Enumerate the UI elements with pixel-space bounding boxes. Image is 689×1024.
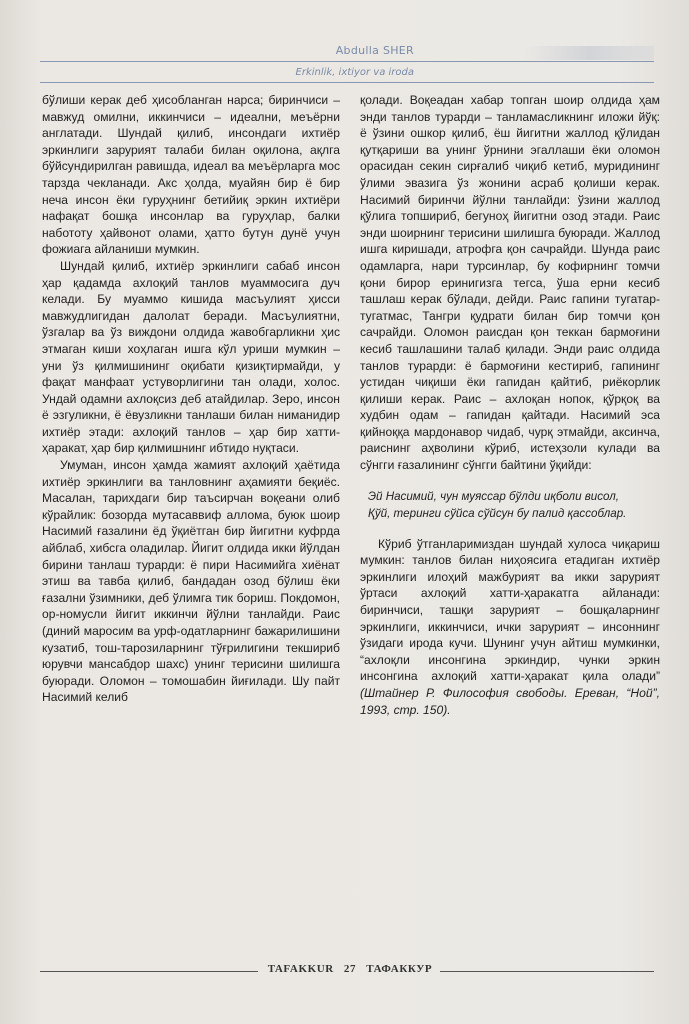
citation: (Штайнер Р. Философия свободы. Ереван, “Ной”, 1993, стр. 150). (360, 686, 660, 717)
footer-magazine-latin: TAFAKKUR (267, 963, 334, 975)
right-column (360, 92, 660, 718)
header-rule-bottom (40, 82, 654, 83)
footer-text (262, 963, 438, 975)
page-number: 27 (343, 963, 357, 975)
running-footer (40, 962, 654, 982)
quote-line: Эй Насимий, чун муяссар бўлди иқболи висол, (368, 489, 620, 503)
paragraph-text: Кўриб ўтганларимиздан шундай хулоса чиқариш мумкин: танлов билан ниҳоясига етадиган ихтиёр эркинлиги илоҳий мажбурият ва икки зарурият ўртаси ахлоқий хатти-ҳаракатга айланади: биринчиси, ташқи зарурият – бошқаларнинг эркинлиги, иккинчиси, ички зарурият – инсоннинг ўзидаги ирода кучи. Шунинг учун айтиш мумкинки, “ахлоқли инсонгина эркиндир, чунки эркин инсонгина ахлоқий хатти-ҳаракат қила олади” (360, 536, 660, 684)
paragraph: Шундай қилиб, ихтиёр эркинлиги сабаб инсон ҳар қадамда ахлоқий танлов муаммосига дуч келади. Бу муаммо кишида масъулият ҳисси мавжудлигидан далолат беради. Масъулиятни, ўзгалар ва ўз виждони олдида жавобгарликни ҳис этмаган киши хоҳлаган ишга кўл уриши мумкин – уни ўз қилмишининг оқибати қизиқтирмайди, у фақат манфаат устуворлигини тан олади, холос. Ундай одамни ахлоқсиз деб атайдилар. Зеро, инсон ё эзгуликни, ё ёвузликни танлаши билан ниманидир ихтиёр этади: ахлоқий танлов – ҳар бир хатти-ҳаракат, ҳар бир қилмишнинг ибтидо нуқтаси. (42, 258, 340, 456)
header-decoration (524, 46, 654, 60)
paragraph (360, 536, 660, 719)
footer-rule-left (40, 971, 258, 972)
paragraph: қолади. Воқеадан хабар топган шоир олдида ҳам энди танлов турарди – танламасликнинг иложи йўқ: ё ўзини ошкор қилиб, ёш йигитни жаллод қўлидан қутқариши ва унинг ўрнини эгаллаши ёки оломон орасидан секин сирғалиб чиқиб кетиб, муридининг ўлими эвазига ўз жонини асраб қолиши керак. Насимий биринчи йўлни танлайди: ўзини жаллод қўлига топшириб, бегуноҳ йигитни озод этади. Раис энди шоирнинг терисини шилишга буюради. Жаллод ишга киришади, атрофга қон сачрайди. Шунда раис одамларга, нари турсинлар, бу кофирнинг томчи қони бирор еринигизга тегса, ўша ерни кесиб ташлаш керак бўлади, дейди. Раис гапини тугатар-тугатмас, Тангри қудрати билан бир томчи қон сачрайди. Оломон раисдан қон теккан бармоғини кесиб ташлашини талаб қилади. Энди раис олдида танлов турарди: ё бармоғини кестириб, гапининг устидан чиқиши ёки гапидан қайтиб, риёкорлик қилиши керак. Раис – ахлоқан нопок, қўрқоқ ва худбин одам – гапидан қайтади. Насимий эса қийноққа мардонавор чидаб, чурқ этмайди, аксинча, раиснинг аҳволини кўриб, истеҳзоли кулади ва сўнгги ғазалининг сўнгги байтини ўқийди: (360, 93, 660, 473)
quote-line: Қўй, теринги сўйса сўйсун бу палид қассоблар. (368, 506, 627, 520)
footer-magazine-cyrillic: ТАФАККУР (366, 963, 433, 975)
header-subtitle: Erkinlik, ixtiyor va iroda (295, 67, 414, 78)
footer-rule-right (440, 971, 654, 972)
header-author: Abdulla SHER (335, 44, 414, 57)
header-rule-top (40, 61, 654, 62)
paragraph: Умуман, инсон ҳамда жамият ахлоқий ҳаётида ихтиёр эркинлиги ва танловнинг аҳамияти беқиёс. Масалан, тарихдаги бир таъсирчан воқеани олиб кўрайлик: бозорда мутасаввиф аллома, буюк шоир Насимий ғазалини ёд ўқиётган бир йигитни куфрда айблаб, хибсга оладилар. Йигит олдида икки йўлдан бирини танлаш турарди: ё пири Насимийга хиёнат этиш ва тавба қилиб, бандадан озод бўлиш ёки ғазални ўзимники, деб ўлимга тик бориш. Покдомон, ор-номусли йигит иккинчи йўлни танлайди. Раис (диний маросим ва урф-одатларнинг бажарилишини кузатиб, тош-тарозиларнинг тўғрилигини текшириб юрувчи мансабдор шахс) унинг терисини шилишга буюради. Оломон – томошабин йиғилади. Шу пайт Насимий келиб (42, 458, 340, 705)
poem-quote (368, 488, 660, 522)
paragraph: бўлиши керак деб ҳисобланган нарса; биринчиси – мавжуд омилни, иккинчиси – идеални, меъёрни англатади. Шундай қилиб, инсондаги ихтиёр эркинлиги зарурият талаби билан оқилона, ақлга бўйсундирилган равишда, идеал ва меъёрларга мос тарзда чекланади. Акс ҳолда, муайян бир ё бир неча инсон ёки гуруҳнинг бетийиқ эркин ихтиёри нафақат бошқа инсонлар ва гуруҳлар, балки набототу ҳайвонот олами, ҳатто бутун дунё учун фожиага айланиши мумкин. (42, 93, 340, 257)
running-header (40, 44, 654, 84)
left-column (42, 92, 340, 706)
